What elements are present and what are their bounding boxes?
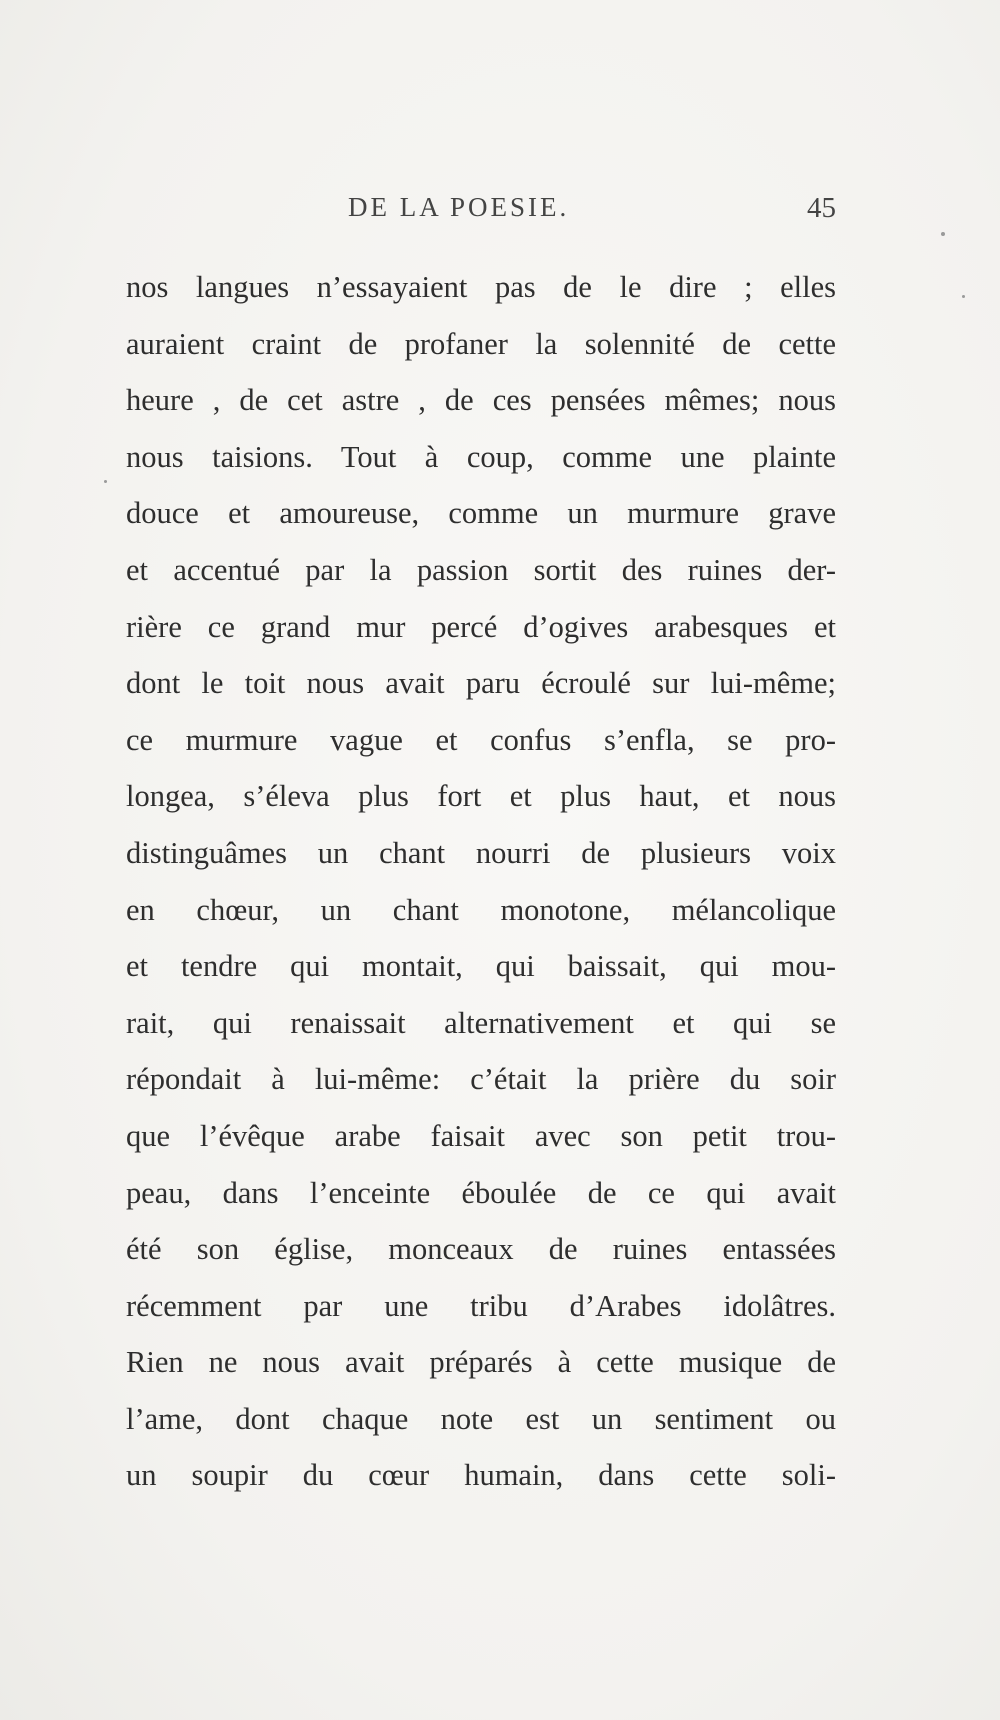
text-line: et tendre qui montait, qui baissait, qui mou- bbox=[126, 949, 836, 984]
text-line: et accentué par la passion sortit des ruines der- bbox=[126, 552, 836, 587]
text-line: douce et amoureuse, comme un murmure grave bbox=[126, 496, 836, 531]
text-line: récemment par une tribu d’Arabes idolâtres. bbox=[126, 1288, 836, 1323]
text-line: que l’évêque arabe faisait avec son petit trou- bbox=[126, 1118, 836, 1153]
paper-speck bbox=[104, 480, 107, 483]
text-line: peau, dans l’enceinte éboulée de ce qui avait bbox=[126, 1175, 836, 1210]
text-line: dont le toit nous avait paru écroulé sur lui-même; bbox=[126, 666, 836, 701]
text-line: rait, qui renaissait alternativement et qui se bbox=[126, 1005, 836, 1040]
text-line: auraient craint de profaner la solennité de cette bbox=[126, 326, 836, 361]
text-line: rière ce grand mur percé d’ogives arabesques et bbox=[126, 609, 836, 644]
text-line: heure , de cet astre , de ces pensées mêmes; nous bbox=[126, 383, 836, 418]
paper-speck bbox=[962, 295, 965, 298]
paper-speck bbox=[941, 232, 945, 236]
text-line: Rien ne nous avait préparés à cette musique de bbox=[126, 1345, 836, 1380]
page-number: 45 bbox=[807, 192, 836, 224]
body-text bbox=[126, 259, 836, 1504]
text-line: été son église, monceaux de ruines entassées bbox=[126, 1232, 836, 1267]
text-line: nous taisions. Tout à coup, comme une plainte bbox=[126, 439, 836, 474]
text-line: en chœur, un chant monotone, mélancolique bbox=[126, 892, 836, 927]
text-line: nos langues n’essayaient pas de le dire ; elles bbox=[126, 270, 836, 304]
text-line: ce murmure vague et confus s’enfla, se pro- bbox=[126, 722, 836, 757]
running-head bbox=[126, 192, 836, 232]
text-line: distinguâmes un chant nourri de plusieurs voix bbox=[126, 835, 836, 870]
text-line: longea, s’éleva plus fort et plus haut, et nous bbox=[126, 779, 836, 814]
text-line: l’ame, dont chaque note est un sentiment ou bbox=[126, 1401, 836, 1436]
text-line: un soupir du cœur humain, dans cette soli- bbox=[126, 1458, 836, 1493]
text-line: répondait à lui-même: c’était la prière du soir bbox=[126, 1062, 836, 1097]
running-title: DE LA POESIE. bbox=[348, 192, 570, 222]
